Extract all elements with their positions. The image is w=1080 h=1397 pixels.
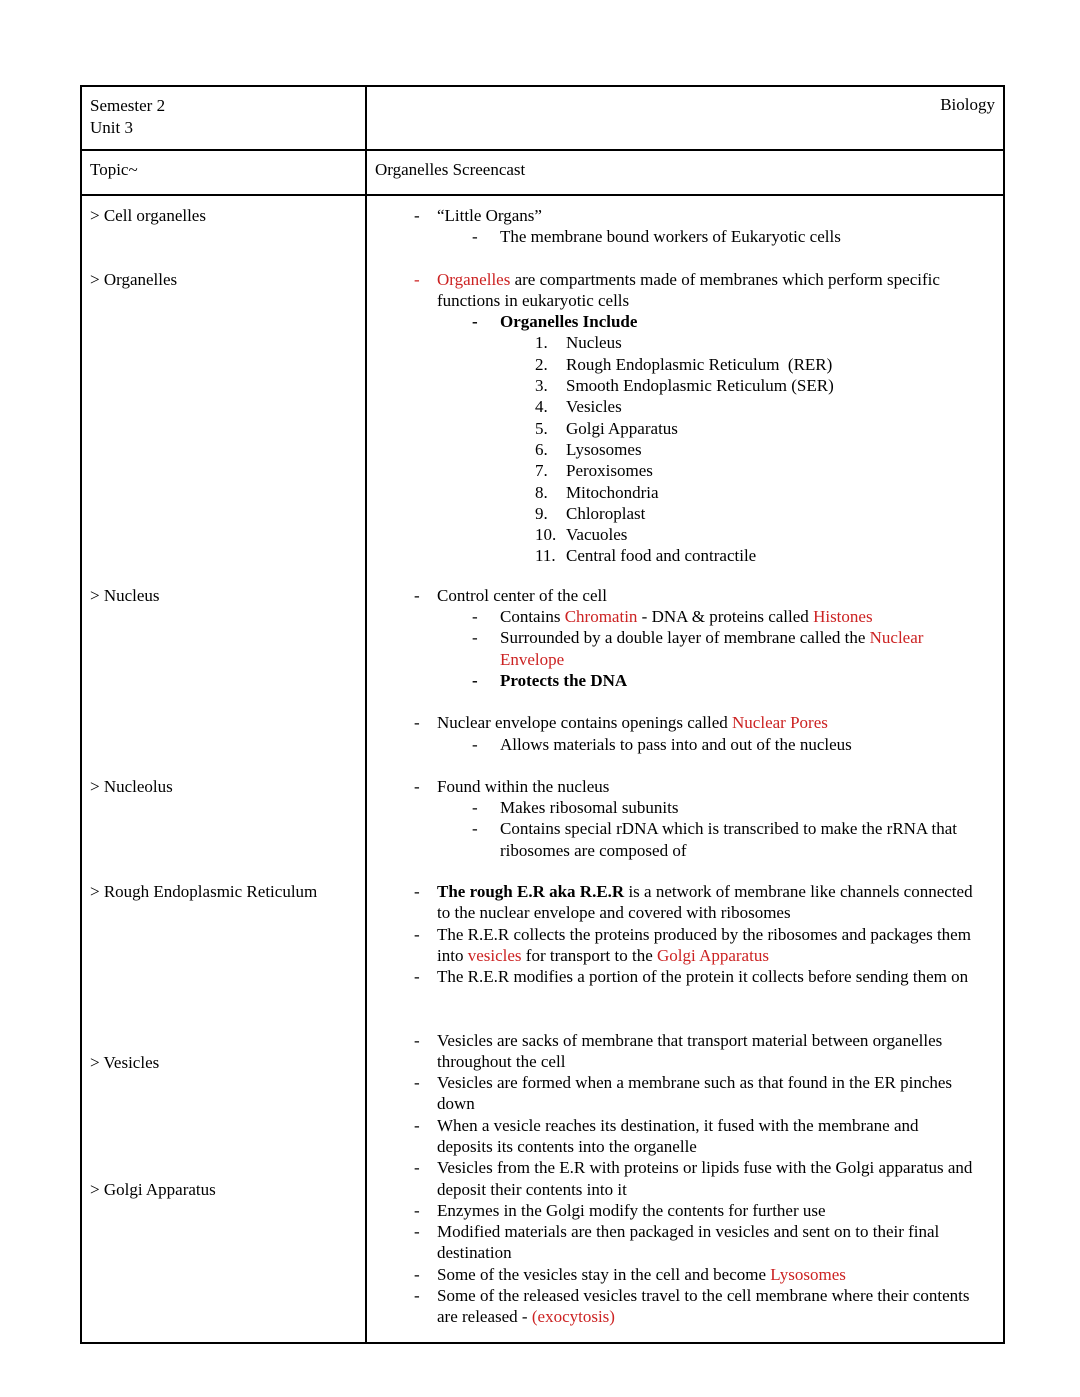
note-line bbox=[367, 439, 995, 460]
text-run: are compartments made of membranes which perform specific bbox=[510, 269, 940, 289]
note-text bbox=[566, 439, 642, 460]
bullet-dash: - bbox=[414, 585, 420, 605]
note-line bbox=[367, 649, 995, 670]
text-run: Nuclear bbox=[869, 628, 924, 648]
bullet-dash: - bbox=[472, 628, 478, 648]
notes-section bbox=[82, 269, 1003, 567]
notes-section bbox=[82, 205, 1003, 248]
notes-cell bbox=[367, 205, 1003, 248]
note-text bbox=[437, 1115, 919, 1136]
bullet-dash: - bbox=[414, 1264, 420, 1284]
note-text bbox=[500, 311, 637, 332]
note-line bbox=[367, 881, 995, 902]
note-line bbox=[367, 902, 995, 923]
note-text bbox=[500, 797, 679, 818]
note-line bbox=[367, 797, 995, 818]
text-run: Organelles Include bbox=[500, 312, 638, 332]
note-line bbox=[367, 1242, 995, 1263]
note-text bbox=[437, 1136, 697, 1157]
header-right-cell bbox=[367, 87, 1003, 149]
column-divider bbox=[365, 196, 367, 1342]
note-text bbox=[500, 649, 564, 670]
note-text bbox=[566, 460, 653, 481]
topic-cell bbox=[82, 269, 367, 567]
text-run: Chromatin bbox=[564, 607, 638, 627]
text-run: deposits its contents into the organelle bbox=[437, 1136, 697, 1156]
note-text bbox=[500, 734, 852, 755]
note-text bbox=[437, 902, 791, 923]
text-run: Nucleus bbox=[566, 333, 622, 353]
text-run: Central food and contractile bbox=[566, 546, 757, 566]
note-text bbox=[437, 290, 629, 311]
text-run: functions in eukaryotic cells bbox=[437, 290, 630, 310]
notes-cell bbox=[367, 776, 1003, 861]
bullet-dash: - bbox=[414, 1200, 420, 1220]
text-run: Rough Endoplasmic Reticulum (RER) bbox=[566, 354, 833, 374]
note-line bbox=[367, 354, 995, 375]
text-run: Contains special rDNA which is transcribed to make the rRNA that bbox=[500, 819, 958, 839]
text-run: deposit their contents into it bbox=[437, 1179, 627, 1199]
bullet-dash: - bbox=[414, 1158, 420, 1178]
notes-section bbox=[82, 1157, 1003, 1327]
list-number: 7. bbox=[535, 461, 548, 481]
note-line bbox=[367, 734, 995, 755]
note-text bbox=[566, 332, 622, 353]
header-row bbox=[82, 87, 1003, 151]
bullet-dash: - bbox=[414, 713, 420, 733]
note-text bbox=[500, 606, 873, 627]
text-run: Vacuoles bbox=[566, 525, 628, 545]
note-text bbox=[437, 585, 607, 606]
topic-label: Topic~ bbox=[82, 151, 367, 194]
note-line bbox=[367, 1200, 995, 1221]
text-run: Chloroplast bbox=[566, 503, 646, 523]
list-number: 3. bbox=[535, 376, 548, 396]
text-run: The R.E.R collects the proteins produced by the ribosomes and packages them bbox=[437, 924, 971, 944]
text-run: Surrounded by a double layer of membrane called the bbox=[500, 628, 870, 648]
section-topic: > Nucleolus bbox=[90, 776, 173, 796]
note-text bbox=[566, 545, 756, 566]
text-run: Lysosomes bbox=[770, 1264, 846, 1284]
note-line bbox=[367, 482, 995, 503]
list-number: 4. bbox=[535, 397, 548, 417]
text-run: is a network of membrane like channels connected bbox=[624, 882, 973, 902]
note-text bbox=[566, 354, 832, 375]
note-line bbox=[367, 1115, 995, 1136]
list-number: 11. bbox=[535, 546, 556, 566]
text-run: The rough E.R aka R.E.R bbox=[437, 882, 625, 902]
note-text bbox=[500, 226, 841, 247]
notes-section bbox=[82, 776, 1003, 861]
note-text bbox=[437, 1264, 846, 1285]
note-text bbox=[437, 945, 769, 966]
note-line bbox=[367, 524, 995, 545]
list-number: 10. bbox=[535, 525, 557, 545]
text-run: to the nuclear envelope and covered with ribosomes bbox=[437, 903, 791, 923]
bullet-dash: - bbox=[472, 227, 478, 247]
note-text bbox=[437, 712, 828, 733]
text-run: When a vesicle reaches its destination, it fused with the membrane and bbox=[437, 1115, 919, 1135]
note-text bbox=[437, 1072, 952, 1093]
note-text bbox=[566, 396, 622, 417]
note-text bbox=[437, 1200, 826, 1221]
bullet-dash: - bbox=[414, 967, 420, 987]
bullet-dash: - bbox=[472, 312, 478, 332]
note-text bbox=[437, 1242, 512, 1263]
text-run: Lysosomes bbox=[566, 439, 642, 459]
notes-cell bbox=[367, 585, 1003, 755]
note-line bbox=[367, 375, 995, 396]
text-run: Vesicles bbox=[566, 397, 622, 417]
note-line bbox=[367, 545, 995, 566]
notes-section bbox=[82, 585, 1003, 755]
text-run: Envelope bbox=[500, 649, 565, 669]
note-line bbox=[367, 1306, 995, 1327]
note-line bbox=[367, 1285, 995, 1306]
note-line bbox=[367, 670, 995, 691]
text-run: Enzymes in the Golgi modify the contents for further use bbox=[437, 1200, 826, 1220]
section-topic: > Organelles bbox=[90, 269, 178, 289]
text-run: Protects the DNA bbox=[500, 670, 628, 690]
text-run: into bbox=[437, 945, 468, 965]
note-line bbox=[367, 290, 995, 311]
section-topic: > Golgi Apparatus bbox=[90, 1180, 216, 1200]
note-text bbox=[437, 1157, 972, 1178]
note-line bbox=[367, 311, 995, 332]
note-line bbox=[367, 269, 995, 290]
text-run: - DNA & proteins called bbox=[637, 607, 814, 627]
note-text bbox=[566, 375, 834, 396]
topic-cell bbox=[82, 205, 367, 248]
section-topic: > Nucleus bbox=[90, 585, 160, 605]
text-run: Golgi Apparatus bbox=[566, 418, 678, 438]
topic-cell bbox=[82, 776, 367, 861]
notes-cell bbox=[367, 1030, 1003, 1158]
list-number: 9. bbox=[535, 503, 548, 523]
section-topic: > Vesicles bbox=[90, 1052, 160, 1072]
text-run: Golgi Apparatus bbox=[657, 945, 769, 965]
note-line bbox=[367, 1030, 995, 1051]
note-text bbox=[500, 627, 923, 648]
list-number: 1. bbox=[535, 333, 548, 353]
note-line bbox=[367, 1264, 995, 1285]
unit-label: Unit 3 bbox=[90, 117, 133, 137]
note-text bbox=[437, 1221, 939, 1242]
bullet-dash: - bbox=[472, 819, 478, 839]
list-number: 8. bbox=[535, 482, 548, 502]
note-text bbox=[437, 1179, 627, 1200]
note-text bbox=[500, 818, 957, 839]
note-text bbox=[437, 1093, 475, 1114]
bullet-dash: - bbox=[472, 670, 478, 690]
text-run: down bbox=[437, 1094, 475, 1114]
course-label: Biology bbox=[940, 95, 995, 114]
bullet-dash: - bbox=[414, 1030, 420, 1050]
notes-cell bbox=[367, 1157, 1003, 1327]
notes-cell bbox=[367, 269, 1003, 567]
text-run: Nuclear envelope contains openings called bbox=[437, 713, 733, 733]
text-run: Some of the vesicles stay in the cell and become bbox=[437, 1264, 771, 1284]
note-line bbox=[367, 627, 995, 648]
content-row bbox=[82, 196, 1003, 1342]
note-line bbox=[367, 712, 995, 733]
note-line bbox=[367, 332, 995, 353]
note-line bbox=[367, 418, 995, 439]
bullet-dash: - bbox=[414, 1222, 420, 1242]
bullet-dash: - bbox=[414, 924, 420, 944]
note-line bbox=[367, 585, 995, 606]
text-run: Allows materials to pass into and out of the nucleus bbox=[500, 734, 852, 754]
text-run: ribosomes are composed of bbox=[500, 840, 687, 860]
text-run: Vesicles are sacks of membrane that transport material between organelles bbox=[437, 1030, 943, 1050]
text-run: Makes ribosomal subunits bbox=[500, 798, 679, 818]
note-line bbox=[367, 606, 995, 627]
note-line bbox=[367, 840, 995, 861]
text-run: Modified materials are then packaged in vesicles and sent on to their final bbox=[437, 1222, 940, 1242]
section-topic: > Rough Endoplasmic Reticulum bbox=[90, 882, 318, 902]
note-text bbox=[437, 205, 542, 226]
note-line bbox=[367, 1072, 995, 1093]
list-number: 2. bbox=[535, 354, 548, 374]
bullet-dash: - bbox=[414, 1115, 420, 1135]
note-line bbox=[367, 1093, 995, 1114]
bullet-dash: - bbox=[414, 206, 420, 225]
notes-section bbox=[82, 1030, 1003, 1158]
note-line bbox=[367, 1221, 995, 1242]
note-text bbox=[437, 776, 609, 797]
text-run: Control center of the cell bbox=[437, 585, 607, 605]
note-line bbox=[367, 460, 995, 481]
text-run: throughout the cell bbox=[437, 1051, 566, 1071]
text-run: destination bbox=[437, 1243, 512, 1263]
notes-section bbox=[82, 881, 1003, 987]
bullet-dash: - bbox=[472, 607, 478, 627]
note-text bbox=[437, 1030, 942, 1051]
bullet-dash: - bbox=[414, 776, 420, 796]
note-line bbox=[367, 776, 995, 797]
note-line bbox=[367, 503, 995, 524]
note-text bbox=[566, 418, 678, 439]
text-run: Some of the released vesicles travel to the cell membrane where their contents bbox=[437, 1286, 970, 1306]
note-text bbox=[500, 840, 686, 861]
note-line bbox=[367, 396, 995, 417]
note-text bbox=[500, 670, 627, 691]
note-text bbox=[566, 482, 659, 503]
text-run: are released - bbox=[437, 1307, 532, 1327]
note-text bbox=[566, 503, 645, 524]
note-text bbox=[437, 924, 971, 945]
bullet-dash: - bbox=[414, 1286, 420, 1306]
text-run: Histones bbox=[813, 607, 873, 627]
note-line bbox=[367, 966, 995, 987]
text-run: The R.E.R modifies a portion of the protein it collects before sending them on bbox=[437, 967, 969, 987]
topic-title: Organelles Screencast bbox=[375, 160, 526, 179]
text-run: The membrane bound workers of Eukaryotic cells bbox=[500, 227, 841, 247]
note-line bbox=[367, 1051, 995, 1072]
text-run: Nuclear Pores bbox=[732, 713, 828, 733]
text-run: (exocytosis) bbox=[531, 1307, 615, 1327]
topic-row bbox=[82, 151, 1003, 196]
note-text bbox=[566, 524, 627, 545]
note-line bbox=[367, 1157, 995, 1178]
topic-cell bbox=[82, 881, 367, 987]
bullet-dash: - bbox=[414, 269, 420, 289]
note-line bbox=[367, 1136, 995, 1157]
note-line bbox=[367, 1179, 995, 1200]
note-line bbox=[367, 924, 995, 945]
note-text bbox=[437, 966, 968, 987]
note-text bbox=[437, 269, 940, 290]
section-topic: > Cell organelles bbox=[90, 206, 206, 225]
text-run: Peroxisomes bbox=[566, 461, 653, 481]
note-line bbox=[367, 945, 995, 966]
bullet-dash: - bbox=[414, 882, 420, 902]
note-text bbox=[437, 881, 973, 902]
note-line bbox=[367, 205, 995, 226]
text-run: Smooth Endoplasmic Reticulum (SER) bbox=[566, 376, 834, 396]
topic-cell bbox=[82, 1030, 367, 1158]
topic-cell bbox=[82, 585, 367, 755]
note-text bbox=[437, 1285, 969, 1306]
text-run: for transport to the bbox=[521, 945, 658, 965]
list-number: 5. bbox=[535, 418, 548, 438]
header-left-cell bbox=[82, 87, 367, 149]
text-run: Vesicles are formed when a membrane such as that found in the ER pinches bbox=[437, 1073, 953, 1093]
topic-cell bbox=[82, 1157, 367, 1327]
bullet-dash: - bbox=[472, 734, 478, 754]
note-line bbox=[367, 226, 995, 247]
bullet-dash: - bbox=[414, 1073, 420, 1093]
text-run: “Little Organs” bbox=[437, 206, 542, 225]
notes-table bbox=[80, 85, 1005, 1344]
note-text bbox=[437, 1051, 565, 1072]
semester-label: Semester 2 bbox=[90, 96, 166, 115]
text-run: Vesicles from the E.R with proteins or lipids fuse with the Golgi apparatus and bbox=[437, 1158, 973, 1178]
note-text bbox=[437, 1306, 615, 1327]
bullet-dash: - bbox=[472, 798, 478, 818]
text-run: Mitochondria bbox=[566, 482, 659, 502]
text-run: vesicles bbox=[467, 945, 522, 965]
text-run: Organelles bbox=[437, 269, 511, 289]
list-number: 6. bbox=[535, 439, 548, 459]
text-run: Found within the nucleus bbox=[437, 776, 610, 796]
notes-cell bbox=[367, 881, 1003, 987]
text-run: Contains bbox=[500, 607, 565, 627]
note-line bbox=[367, 818, 995, 839]
